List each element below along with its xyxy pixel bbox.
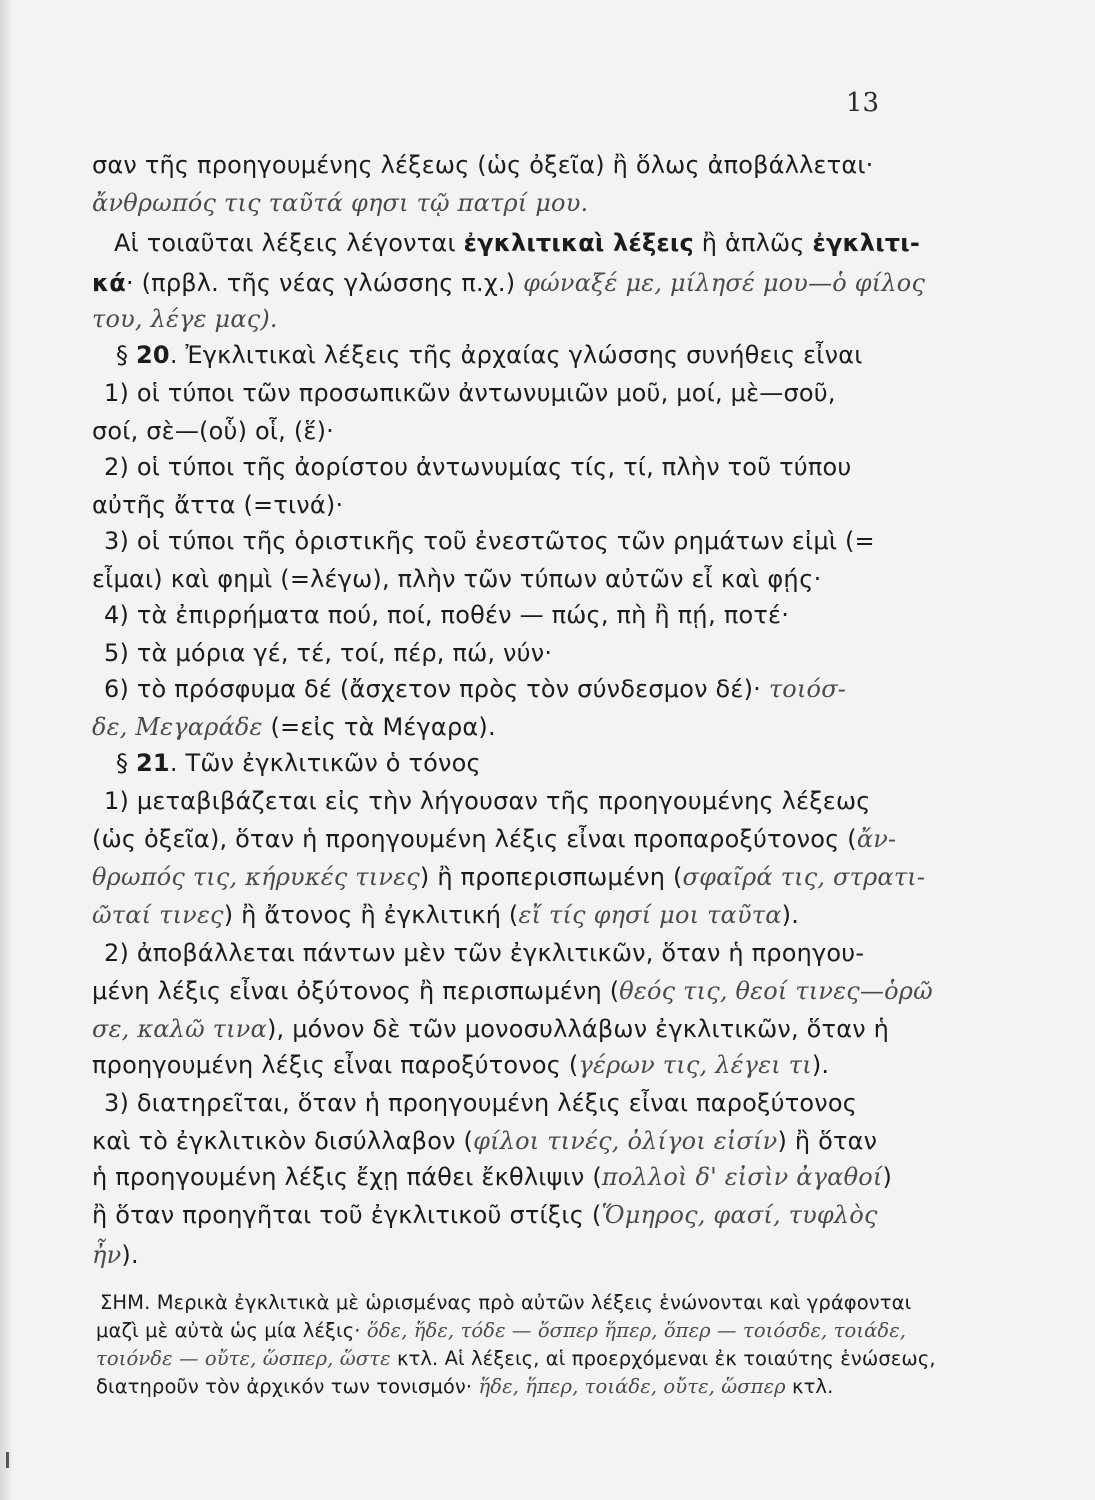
body-line — [92, 1126, 877, 1156]
example-text: ῶταί τινες — [92, 901, 224, 929]
example-text: του, λέγε μας). — [92, 305, 278, 333]
body-line — [92, 490, 343, 520]
scan-mark — [6, 1452, 9, 1468]
body-line — [92, 150, 874, 180]
text-run: Αἱ τοιαῦται λέξεις λέγονται — [114, 229, 464, 257]
text-run: 2) οἱ τύποι τῆς ἀορίστου ἀντωνυμίας τίς, τί, πλὴν τοῦ τύπου — [104, 453, 852, 481]
body-line — [92, 304, 278, 334]
text-run: κτλ. — [785, 1375, 834, 1398]
example-text: ἥδε, ἥπερ, τοιάδε, οὔτε, ὥσπερ — [478, 1375, 786, 1398]
note-line — [96, 1318, 906, 1344]
text-run: ἢ ἁπλῶς — [693, 229, 813, 257]
text-run: 2) ἀποβάλλεται πάντων μὲν τῶν ἐγκλιτικῶν, ὅταν ἡ προηγου- — [104, 939, 865, 967]
body-line — [104, 938, 864, 968]
body-line — [104, 674, 846, 704]
text-run: κτλ. Αἱ λέξεις, αἱ προερχόμεναι ἐκ τοιαύτης ἑνώσεως, — [390, 1347, 936, 1370]
text-run: ) ἢ ὅταν — [777, 1127, 878, 1155]
body-line — [92, 1240, 139, 1270]
note-line — [100, 1290, 911, 1316]
page-gutter-shadow — [0, 0, 14, 1500]
text-run: 5) τὰ μόρια γέ, τέ, τοί, πέρ, πώ, νύν· — [104, 639, 553, 667]
example-text: τοιόσ- — [768, 675, 847, 703]
body-line — [104, 526, 875, 556]
text-run: αὐτῆς ἄττα (=τινά)· — [92, 491, 344, 519]
body-line — [92, 900, 799, 930]
body-line — [92, 862, 925, 892]
body-line — [92, 712, 496, 742]
text-run: 1) μεταβιβάζεται εἰς τὴν λήγουσαν τῆς προηγουμένης λέξεως — [104, 787, 871, 815]
text-run: ) — [882, 1163, 893, 1191]
body-line — [92, 564, 821, 594]
example-text: φίλοι τινές, ὀλίγοι εἰσίν — [473, 1127, 778, 1155]
body-line — [92, 1014, 889, 1044]
body-line — [92, 1050, 829, 1080]
text-run: καὶ τὸ ἐγκλιτικὸν δισύλλαβον ( — [92, 1127, 474, 1155]
example-text: εἴ τίς φησί μοι ταῦτα — [518, 901, 782, 929]
body-line — [92, 824, 896, 854]
text-run: εἶμαι) καὶ φημὶ (=λέγω), πλὴν τῶν τύπων αὐτῶν εἶ καὶ φῄς· — [92, 565, 822, 593]
body-line — [114, 228, 920, 258]
text-run: ) ἢ προπερισπωμένη ( — [419, 863, 683, 891]
example-text: σφαῖρά τις, στρατι- — [682, 863, 926, 891]
body-line — [92, 1200, 878, 1230]
text-run: 4) τὰ ἐπιρρήματα πού, ποί, ποθέν — πώς, πὴ ἢ πῄ, ποτέ· — [104, 601, 790, 629]
bold-term: 21 — [136, 749, 170, 777]
example-text: ἄν- — [856, 825, 897, 853]
note-line — [96, 1374, 833, 1400]
text-run: · (πρβλ. τῆς νέας γλώσσης π.χ.) — [125, 269, 524, 297]
text-run: (=εἰς τὰ Μέγαρα). — [262, 713, 496, 741]
note-line — [96, 1346, 936, 1372]
text-run: μαζὶ μὲ αὐτὰ ὡς μία λέξις· — [96, 1319, 367, 1342]
body-line — [104, 1088, 857, 1118]
example-text: πολλοὶ δ' εἰσὶν ἀγαθοί — [601, 1163, 883, 1191]
text-run: . Ἐγκλιτικαὶ λέξεις τῆς ἀρχαίας γλώσσης συνήθεις εἶναι — [169, 341, 863, 369]
body-line — [92, 416, 334, 446]
bold-term: κά — [92, 269, 126, 297]
text-run: ). — [781, 901, 800, 929]
body-line — [104, 600, 789, 630]
text-run: 1) οἱ τύποι τῶν προσωπικῶν ἀντωνυμιῶν μοῦ, μοί, μὲ—σοῦ, — [104, 379, 836, 407]
body-line — [104, 452, 851, 482]
example-text: ἄνθρωπός τις ταῦτά φησι τῷ πατρί μου. — [92, 189, 589, 217]
text-run: 6) τὸ πρόσφυμα δέ (ἄσχετον πρὸς τὸν σύνδεσμον δέ)· — [104, 675, 769, 703]
text-run: σαν τῆς προηγουμένης λέξεως (ὡς ὀξεῖα) ἢ ὅλως ἀποβάλλεται· — [92, 151, 874, 179]
text-run: 3) οἱ τύποι τῆς ὁριστικῆς τοῦ ἐνεστῶτος τῶν ρημάτων εἰμὶ (= — [104, 527, 875, 555]
example-text: γέρων τις, λέγει τι — [578, 1051, 812, 1079]
page-number: 13 — [846, 88, 880, 118]
body-line — [104, 638, 552, 668]
example-text: θεός τις, θεοί τινες—ὁρῶ — [619, 977, 933, 1005]
text-run: ) ἢ ἄτονος ἢ ἐγκλιτική ( — [223, 901, 519, 929]
body-line — [116, 340, 863, 370]
bold-term: ἐγκλιτι- — [812, 229, 920, 257]
body-line — [92, 976, 933, 1006]
body-line — [116, 748, 481, 778]
body-line — [104, 786, 871, 816]
text-run: ). — [121, 1241, 139, 1269]
text-run: ἡ προηγουμένη λέξις ἔχῃ πάθει ἔκθλιψιν ( — [92, 1163, 602, 1191]
example-text: σε, καλῶ τινα — [92, 1015, 267, 1043]
text-run: σοί, σὲ—(οὗ) οἷ, (ἕ)· — [92, 417, 334, 445]
bold-term: ἐγκλιτικαὶ λέξεις — [463, 229, 694, 257]
text-run: ἢ ὅταν προηγῆται τοῦ ἐγκλιτικοῦ στίξις ( — [92, 1201, 602, 1229]
example-text: φώναξέ με, μίλησέ μου—ὁ φίλος — [523, 269, 926, 297]
example-text: θρωπός τις, κήρυκές τινες — [92, 863, 420, 891]
example-text: Ὅμηρος, φασί, τυφλὸς — [601, 1201, 878, 1229]
text-run: (ὡς ὀξεῖα), ὅταν ἡ προηγουμένη λέξις εἶναι προπαροξύτονος ( — [92, 825, 857, 853]
body-line — [92, 188, 588, 218]
example-text: ὅδε, ἥδε, τόδε — ὅσπερ ἥπερ, ὅπερ — τοιόσδε, τοιάδε, — [366, 1319, 907, 1342]
text-run: . Τῶν ἐγκλιτικῶν ὁ τόνος — [169, 749, 481, 777]
text-run: ). — [811, 1051, 830, 1079]
bold-term: 20 — [136, 341, 170, 369]
text-run: μένη λέξις εἶναι ὀξύτονος ἢ περισπωμένη ( — [92, 977, 620, 1005]
text-run: § — [116, 341, 137, 369]
example-text: ἦν — [92, 1241, 122, 1269]
text-run: ΣΗΜ. Μερικὰ ἐγκλιτικὰ μὲ ὡρισμένας πρὸ αὐτῶν λέξεις ἑνώνονται καὶ γράφονται — [100, 1291, 912, 1314]
text-run: διατηροῦν τὸν ἀρχικόν των τονισμόν· — [96, 1375, 479, 1398]
text-run: προηγουμένη λέξις εἶναι παροξύτονος ( — [92, 1051, 579, 1079]
body-line — [92, 268, 925, 298]
body-line — [104, 378, 836, 408]
body-line — [92, 1162, 892, 1192]
text-run: 3) διατηρεῖται, ὅταν ἡ προηγουμένη λέξις εἶναι παροξύτονος — [104, 1089, 858, 1117]
example-text: δε, Μεγαράδε — [92, 713, 263, 741]
text-run: § — [116, 749, 137, 777]
example-text: τοιόνδε — οὔτε, ὥσπερ, ὥστε — [96, 1347, 391, 1370]
text-run: ), μόνον δὲ τῶν μονοσυλλάβων ἐγκλιτικῶν, ὅταν ἡ — [266, 1015, 890, 1043]
